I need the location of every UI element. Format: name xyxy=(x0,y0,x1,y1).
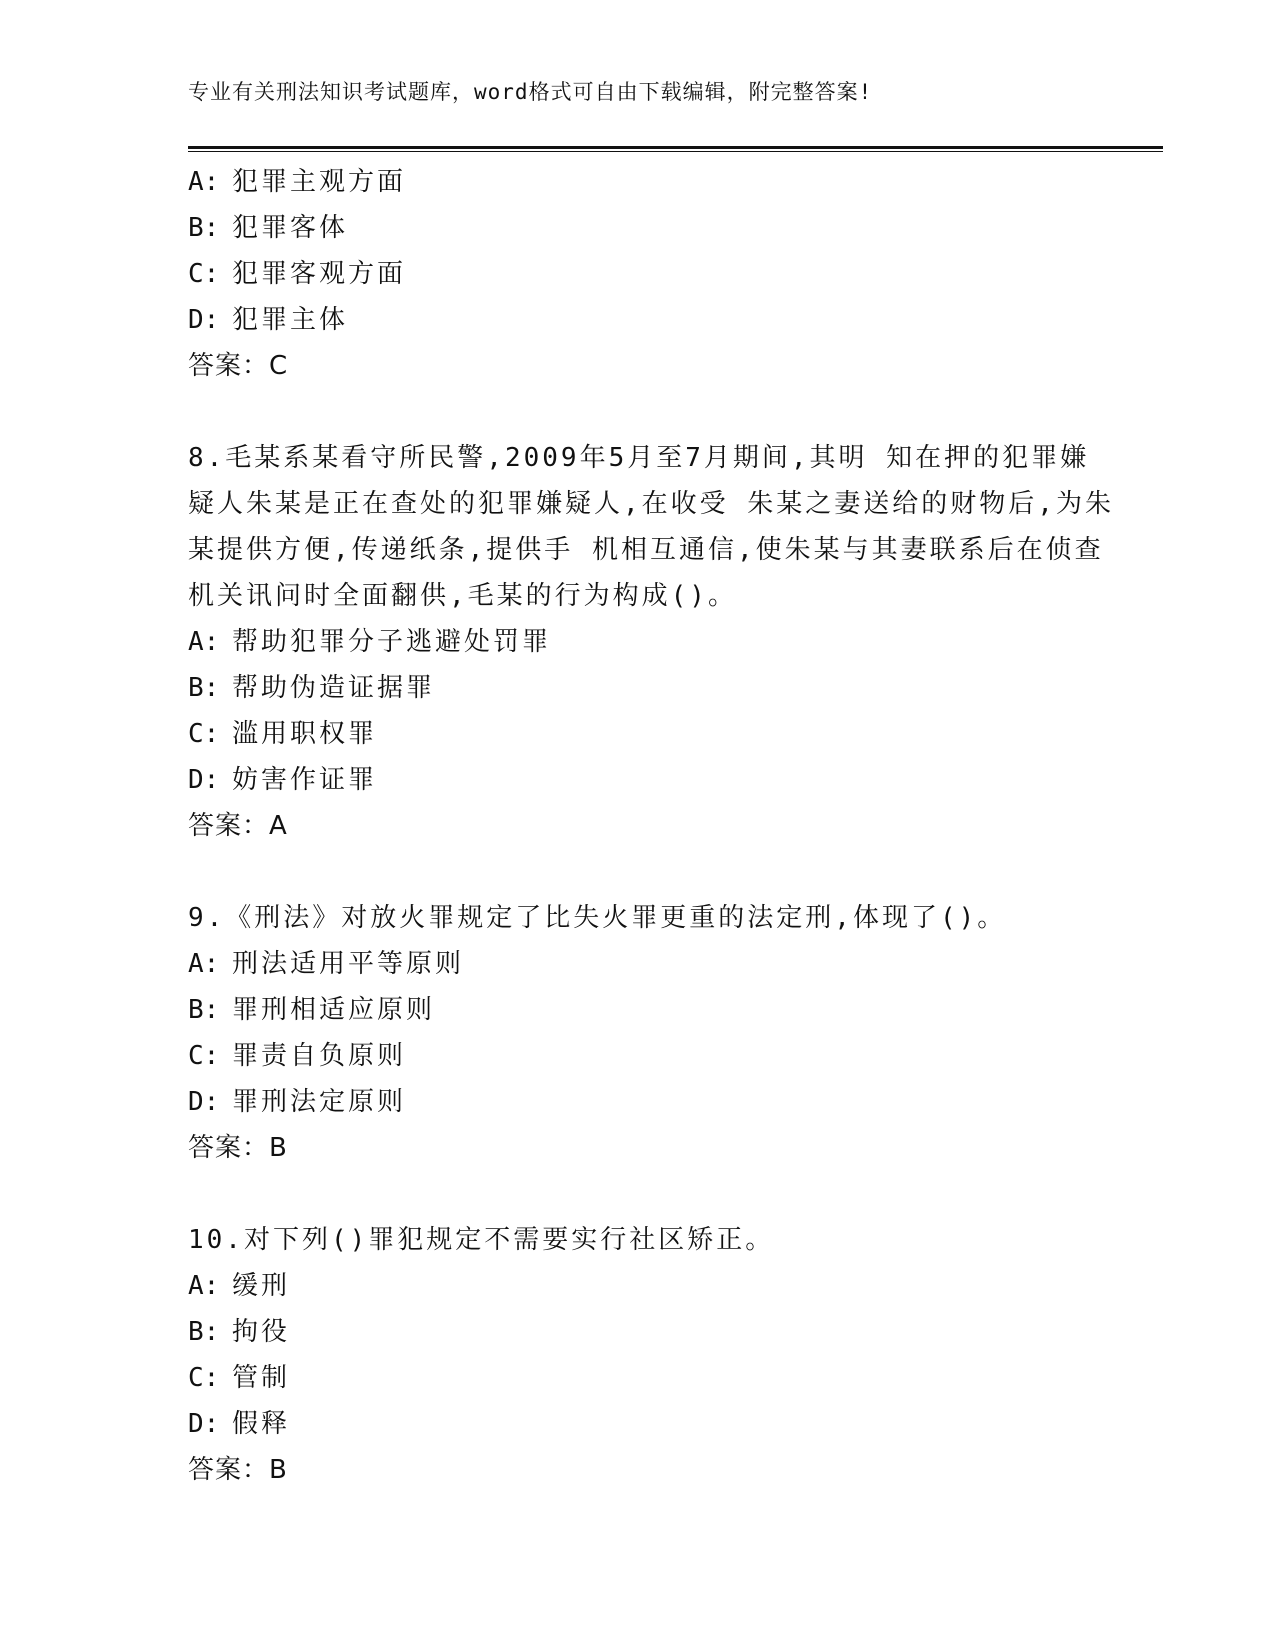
header-rule-thin xyxy=(188,151,1163,152)
option-letter: A: xyxy=(188,627,220,657)
option-text: 拘役 xyxy=(232,1317,291,1347)
option-letter: A: xyxy=(188,949,220,979)
option-letter: B: xyxy=(188,213,220,243)
question-list xyxy=(188,159,1118,1493)
option-b xyxy=(188,1309,1118,1355)
option-letter: B: xyxy=(188,1317,220,1347)
option-letter: C: xyxy=(188,1041,220,1071)
question-9 xyxy=(188,895,1118,1171)
option-text: 管制 xyxy=(232,1363,291,1393)
answer-line: 答案：C xyxy=(188,351,289,381)
answer-line: 答案：A xyxy=(188,811,288,841)
question-stem: 10.对下列()罪犯规定不需要实行社区矫正。 xyxy=(188,1225,775,1255)
option-text: 缓刑 xyxy=(232,1271,291,1301)
option-text: 犯罪客观方面 xyxy=(232,259,407,289)
option-b xyxy=(188,665,1118,711)
option-letter: C: xyxy=(188,1363,220,1393)
option-letter: D: xyxy=(188,1087,220,1117)
option-text: 罪责自负原则 xyxy=(232,1041,407,1071)
option-letter: D: xyxy=(188,305,220,335)
option-d xyxy=(188,1079,1118,1125)
option-letter: B: xyxy=(188,995,220,1025)
option-letter: C: xyxy=(188,719,220,749)
option-a xyxy=(188,619,1118,665)
option-text: 假释 xyxy=(232,1409,291,1439)
option-letter: D: xyxy=(188,1409,220,1439)
question-10 xyxy=(188,1217,1118,1493)
spacer xyxy=(188,849,1118,895)
option-d xyxy=(188,757,1118,803)
option-text: 帮助犯罪分子逃避处罚罪 xyxy=(232,627,552,657)
option-letter: C: xyxy=(188,259,220,289)
answer-line: 答案：B xyxy=(188,1133,288,1163)
option-text: 犯罪客体 xyxy=(232,213,349,243)
option-letter: A: xyxy=(188,167,220,197)
question-stem: 9.《刑法》对放火罪规定了比失火罪更重的法定刑,体现了()。 xyxy=(188,903,1007,933)
option-letter: A: xyxy=(188,1271,220,1301)
option-c xyxy=(188,251,1118,297)
option-c xyxy=(188,1355,1118,1401)
option-text: 帮助伪造证据罪 xyxy=(232,673,436,703)
option-text: 犯罪主体 xyxy=(232,305,349,335)
option-text: 妨害作证罪 xyxy=(232,765,378,795)
option-letter: B: xyxy=(188,673,220,703)
option-d xyxy=(188,1401,1118,1447)
answer-line: 答案：B xyxy=(188,1455,288,1485)
option-d xyxy=(188,297,1118,343)
option-text: 滥用职权罪 xyxy=(232,719,378,749)
spacer xyxy=(188,389,1118,435)
option-b xyxy=(188,987,1118,1033)
option-text: 罪刑相适应原则 xyxy=(232,995,436,1025)
page-header: 专业有关刑法知识考试题库，word格式可自由下载编辑，附完整答案! xyxy=(188,80,873,104)
option-a xyxy=(188,159,1118,205)
option-text: 刑法适用平等原则 xyxy=(232,949,465,979)
question-stem: 8.毛某系某看守所民警,2009年5月至7月期间,其明 知在押的犯罪嫌疑人朱某是正在查处的犯罪嫌疑人,在收受 朱某之妻送给的财物后,为朱某提供方便,传递纸条,提供手 机相互通信,使朱某与其妻联系后在侦查机关讯问时全面翻供,毛某的行为构成()。 xyxy=(188,443,1114,611)
header-rule-thick xyxy=(188,146,1163,149)
option-b xyxy=(188,205,1118,251)
spacer xyxy=(188,1171,1118,1217)
option-a xyxy=(188,1263,1118,1309)
option-letter: D: xyxy=(188,765,220,795)
question-7 xyxy=(188,159,1118,389)
option-c xyxy=(188,1033,1118,1079)
question-8 xyxy=(188,435,1118,849)
option-c xyxy=(188,711,1118,757)
option-text: 罪刑法定原则 xyxy=(232,1087,407,1117)
option-a xyxy=(188,941,1118,987)
option-text: 犯罪主观方面 xyxy=(232,167,407,197)
